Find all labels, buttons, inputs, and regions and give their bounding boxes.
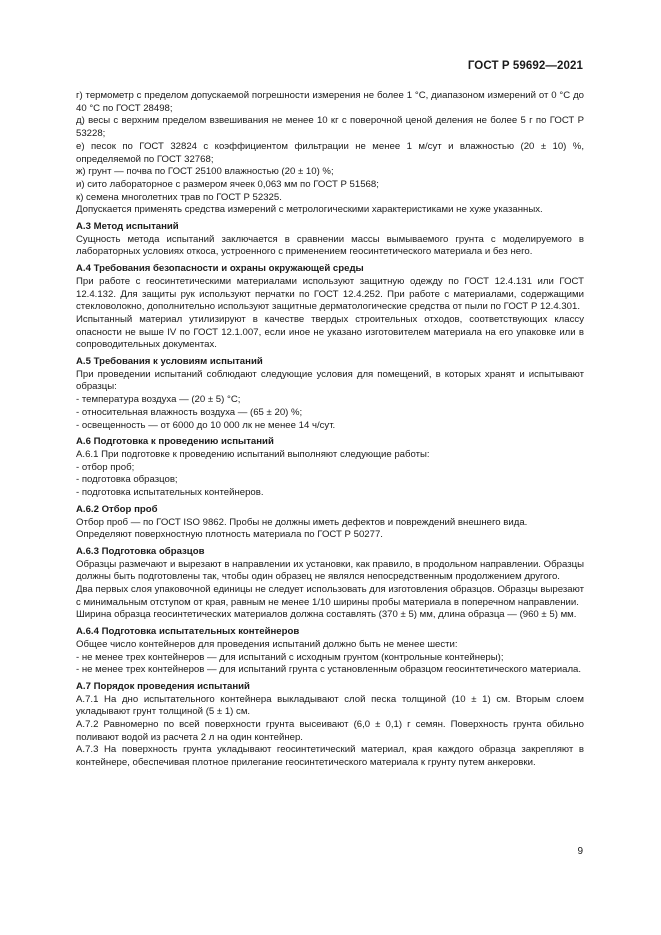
section-heading: А.4 Требования безопасности и охраны окружающей среды (76, 263, 364, 275)
section-heading: А.7 Порядок проведения испытаний (76, 680, 250, 692)
section-heading: А.6.4 Подготовка испытательных контейнеров (76, 626, 300, 638)
list-item: - отбор проб; (76, 461, 135, 473)
paragraph: Два первых слоя упаковочной единицы не следует использовать для изготовления образцов. Образцы вырезают с минимальным отступом от края, равным не менее 1/10 ширины пробы материала в поперечном направлении. (76, 584, 584, 608)
section-heading: А.6.2 Отбор проб (76, 503, 158, 515)
page-number: 9 (577, 846, 583, 857)
list-item: - относительная влажность воздуха — (65 ± 20) %; (76, 406, 303, 418)
paragraph: Допускается применять средства измерений с метрологическими характеристиками не хуже указанных. (76, 204, 543, 216)
paragraph: и) сито лабораторное с размером ячеек 0,063 мм по ГОСТ Р 51568; (76, 178, 379, 190)
paragraph: А.7.3 На поверхность грунта укладывают геосинтетический материал, края каждого образца закрепляют в контейнере, обеспечивая плотное прилегание геосинтетического материала к грунту путем анкеровки. (76, 744, 584, 769)
paragraph: г) термометр с пределом допускаемой погрешности измерения не более 1 °C, диапазоном измерений от 0 °C до 40 °C по ГОСТ 28498; (76, 90, 584, 114)
list-item: - не менее трех контейнеров — для испытаний с исходным грунтом (контрольные контейнеры); (76, 651, 504, 663)
paragraph: Ширина образца геосинтетических материалов должна составлять (370 ± 5) мм, длина образца — (960 ± 5) мм. (76, 609, 577, 621)
paragraph: Образцы размечают и вырезают в направлении их установки, как правило, в продольном направлении. Образцы должны быть подготовлены так, чтобы один образец не являлся непосредственным продолжением другого. (76, 558, 584, 583)
paragraph: А.7.2 Равномерно по всей поверхности грунта высеивают (6,0 ± 0,1) г семян. Поверхность грунта обильно поливают водой из расчета 2 л на один контейнер. (76, 719, 584, 743)
list-item: - освещенность — от 6000 до 10 000 лк не менее 14 ч/сут. (76, 419, 336, 431)
paragraph: А.7.1 На дно испытательного контейнера выкладывают слой песка толщиной (10 ± 1) см. Вторым слоем укладывают грунт толщиной (5 ± 1) см. (76, 693, 584, 718)
section-heading: А.3 Метод испытаний (76, 221, 179, 233)
paragraph: Испытанный материал утилизируют в качестве твердых строительных отходов, соответствующих классу опасности не выше IV по ГОСТ 12.1.007, если иное не указано изготовителем материала на его упаковке или в сопроводительных документах. (76, 313, 584, 351)
list-item: - не менее трех контейнеров — для испытаний грунта с установленным образцом геосинтетического материала. (76, 664, 582, 676)
paragraph: При проведении испытаний соблюдают следующие условия для помещений, в которых хранят и испытывают образцы: (76, 368, 584, 393)
paragraph: При работе с геосинтетическими материалами используют защитную одежду по ГОСТ 12.4.131 или ГОСТ 12.4.132. Для защиты рук используют перчатки по ГОСТ 12.4.252. При работе с материалами, содержащими стекловолокно, дополнительно используют защитные дерматологические средства от пыли по ГОСТ Р 12.4.301. (76, 275, 584, 313)
paragraph: е) песок по ГОСТ 32824 с коэффициентом фильтрации не менее 1 м/сут и влажностью (20 ± 10) %, определяемой по ГОСТ 32768; (76, 140, 584, 165)
list-item: - подготовка образцов; (76, 474, 178, 486)
paragraph: Общее число контейнеров для проведения испытаний должно быть не менее шести: (76, 638, 458, 650)
list-item: - температура воздуха — (20 ± 5) °C; (76, 394, 241, 406)
paragraph: Отбор проб — по ГОСТ ISO 9862. Пробы не должны иметь дефектов и повреждений внешнего вида. (76, 516, 528, 528)
paragraph: д) весы с верхним пределом взвешивания не менее 10 кг с поверочной ценой деления не более 5 г по ГОСТ Р 53228; (76, 115, 584, 140)
section-heading: А.6.3 Подготовка образцов (76, 545, 205, 557)
paragraph: А.6.1 При подготовке к проведению испытаний выполняют следующие работы: (76, 448, 430, 460)
paragraph: ж) грунт — почва по ГОСТ 25100 влажностью (20 ± 10) %; (76, 166, 334, 178)
paragraph: к) семена многолетних трав по ГОСТ Р 52325. (76, 191, 282, 203)
standard-header: ГОСТ Р 59692—2021 (467, 60, 583, 72)
document-body (76, 90, 584, 770)
list-item: - подготовка испытательных контейнеров. (76, 487, 264, 499)
paragraph: Определяют поверхностную плотность материала по ГОСТ Р 50277. (76, 529, 383, 541)
section-heading: А.5 Требования к условиям испытаний (76, 356, 263, 368)
section-heading: А.6 Подготовка к проведению испытаний (76, 436, 274, 448)
paragraph: Сущность метода испытаний заключается в сравнении массы вымываемого грунта с моделируемого в лабораторных условиях откоса, устроенного с применением геосинтетического материала и без него. (76, 233, 584, 258)
